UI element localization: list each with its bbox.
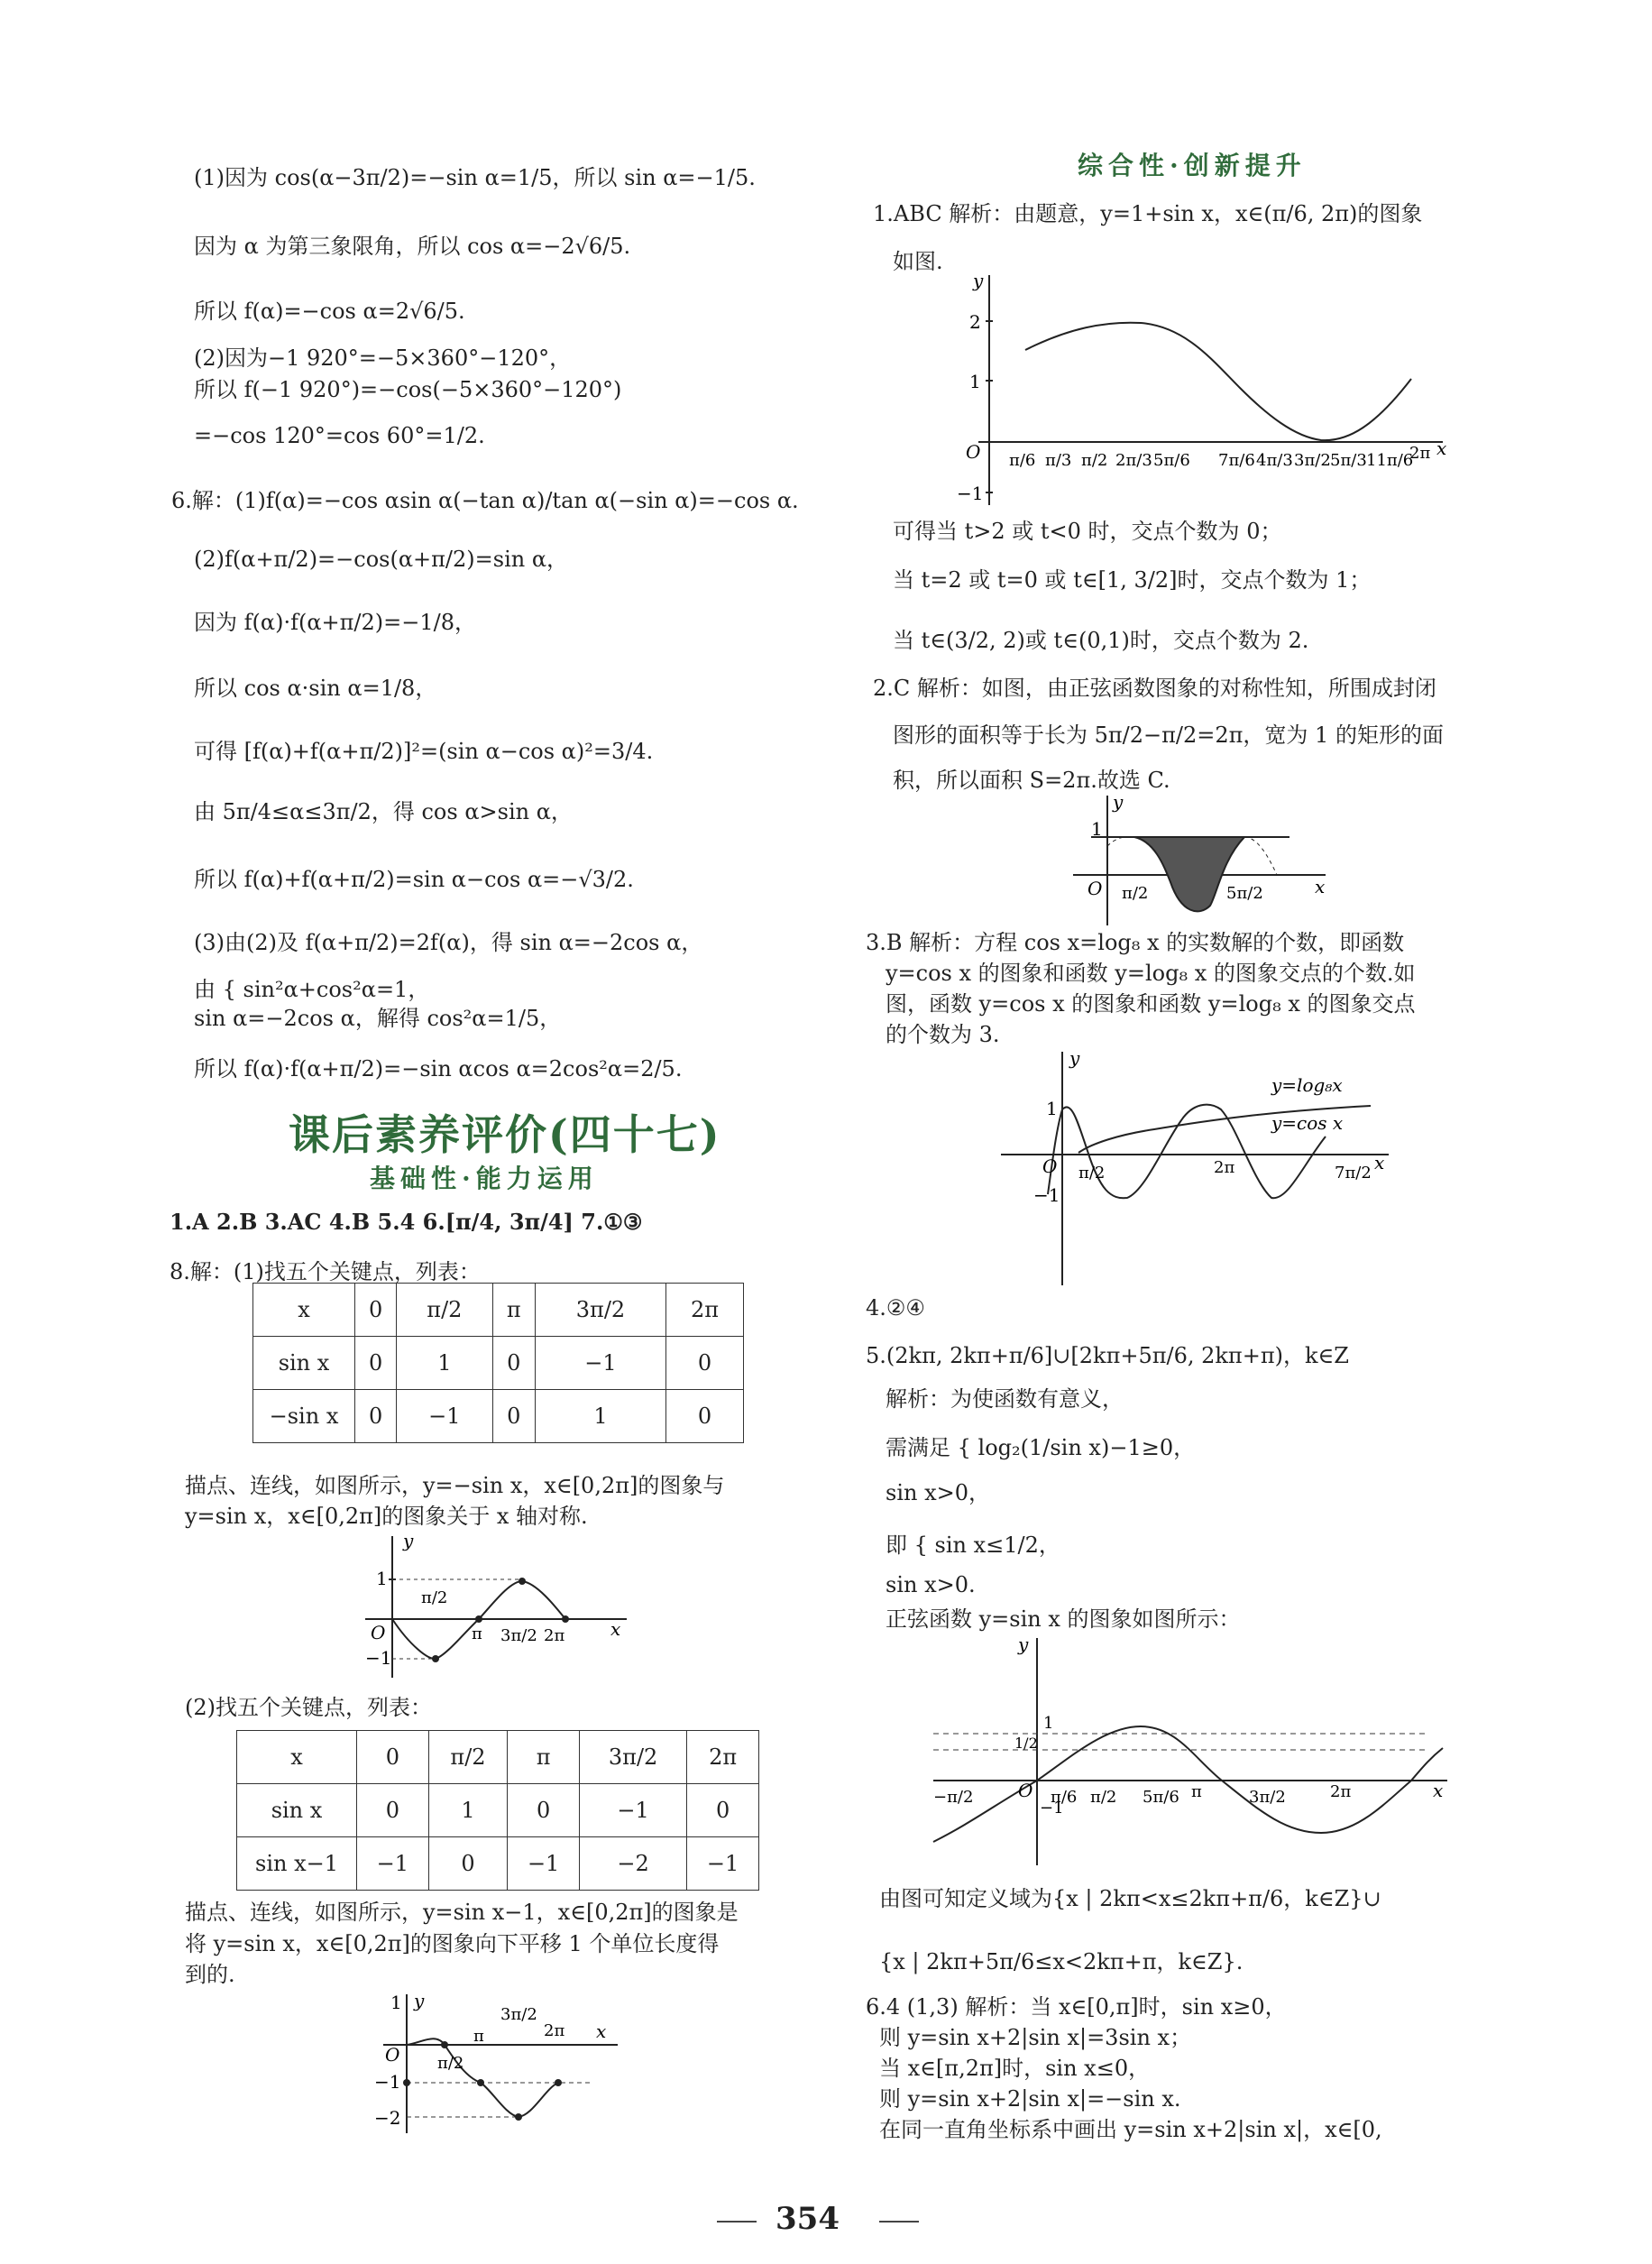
table-cell: π bbox=[492, 1284, 535, 1337]
q8-line: 8.解：(1)找五个关键点，列表： bbox=[170, 1259, 481, 1284]
right-line-10b: 则 y=sin x+2|sin x|=3sin x； bbox=[879, 2025, 1192, 2050]
fig1-x3: π/2 bbox=[1081, 451, 1108, 470]
fig2-O: O bbox=[1088, 878, 1103, 899]
table-row bbox=[237, 1837, 759, 1891]
table-cell: 2π bbox=[687, 1731, 759, 1784]
fig1-x: x bbox=[1436, 437, 1447, 459]
fig6-label-2pi: 2π bbox=[544, 2021, 565, 2040]
table-cell: 0 bbox=[428, 1837, 508, 1891]
right-line-8e: 正弦函数 y=sin x 的图象如图所示： bbox=[886, 1606, 1241, 1632]
fig4-1: 1 bbox=[1043, 1714, 1054, 1733]
figure-sin-domain bbox=[924, 1633, 1456, 1867]
left-line-13: 所以 f(α)+f(α+π/2)=sin α−cos α=−√3/2. bbox=[194, 867, 634, 892]
right-line-10e: 在同一直角坐标系中画出 y=sin x+2|sin x|，x∈[0, bbox=[879, 2117, 1382, 2142]
figure-shaded-area bbox=[1064, 792, 1335, 927]
table-cell: 0 bbox=[687, 1784, 759, 1837]
right-line-10c: 当 x∈[π,2π]时，sin x≤0， bbox=[879, 2056, 1151, 2081]
table-cell: sin x bbox=[253, 1337, 355, 1390]
fig5-label-pi2: π/2 bbox=[421, 1588, 448, 1607]
table-cell: −sin x bbox=[253, 1390, 355, 1443]
fig5-label-3pi2: 3π/2 bbox=[500, 1626, 537, 1645]
fig4-2pi: 2π bbox=[1330, 1782, 1352, 1801]
table-cell: π/2 bbox=[428, 1731, 508, 1784]
right-line-6d: 的个数为 3. bbox=[886, 1022, 1000, 1047]
table-cell: 1 bbox=[428, 1784, 508, 1837]
fig4-pi: π bbox=[1191, 1782, 1202, 1801]
q8b-line: (2)找五个关键点，列表： bbox=[185, 1695, 432, 1720]
fig1-x10: 11π/6 bbox=[1366, 451, 1414, 470]
figure-cos-log bbox=[1001, 1046, 1398, 1290]
page-number: 354 bbox=[776, 2201, 840, 2237]
left-line-10: 所以 cos α·sin α=1/8， bbox=[194, 676, 437, 701]
left-line-12: 由 5π/4≤α≤3π/2，得 cos α>sin α， bbox=[194, 799, 573, 824]
left-line-11: 可得 [f(α)+f(α+π/2)]²=(sin α−cos α)²=3/4. bbox=[194, 739, 654, 764]
right-line-6b: y=cos x 的图象和函数 y=log₈ x 的图象交点的个数.如 bbox=[886, 961, 1416, 986]
fig4-3pi2: 3π/2 bbox=[1249, 1788, 1286, 1807]
left-line-16: 所以 f(α)·f(α+π/2)=−sin αcos α=2cos²α=2/5. bbox=[194, 1056, 683, 1081]
right-line-10: 6.4 (1,3) 解析：当 x∈[0,π]时，sin x≥0， bbox=[866, 1994, 1287, 2020]
table-cell: −1 bbox=[357, 1837, 429, 1891]
left-line-6: =−cos 120°=cos 60°=1/2. bbox=[194, 423, 485, 448]
right-line-9b: {x | 2kπ+5π/6≤x<2kπ+π，k∈Z}. bbox=[879, 1949, 1244, 1974]
fig5-label-neg1: −1 bbox=[365, 1647, 392, 1669]
table-cell: 0 bbox=[492, 1337, 535, 1390]
fig4-half: 1/2 bbox=[1014, 1735, 1038, 1752]
left-line-7: 6.解：(1)f(α)=−cos αsin α(−tan α)/tan α(−sin α)=−cos α. bbox=[171, 488, 799, 513]
table-cell: −1 bbox=[508, 1837, 580, 1891]
fig5-label-pi: π bbox=[472, 1624, 482, 1643]
fig5-label-y: y bbox=[403, 1530, 414, 1551]
fig2-y: y bbox=[1113, 792, 1124, 813]
t2-line-b: 将 y=sin x，x∈[0,2π]的图象向下平移 1 个单位长度得 bbox=[185, 1931, 720, 1956]
t2-line-a: 描点、连线，如图所示，y=sin x−1，x∈[0,2π]的图象是 bbox=[185, 1900, 739, 1925]
fig1-x2: π/3 bbox=[1045, 451, 1072, 470]
table-cell: x bbox=[237, 1731, 357, 1784]
fig1-x8: 3π/2 bbox=[1294, 451, 1331, 470]
fig4-y: y bbox=[1018, 1634, 1029, 1655]
fig4-O: O bbox=[1018, 1780, 1033, 1801]
fig1-x4: 2π/3 bbox=[1115, 451, 1152, 470]
fig6-label-neg2: −2 bbox=[374, 2107, 401, 2129]
fig4-neg1: −1 bbox=[1040, 1799, 1064, 1818]
right-line-7: 4.②④ bbox=[866, 1295, 925, 1321]
fig5-label-1: 1 bbox=[376, 1568, 388, 1589]
table-cell: 0 bbox=[355, 1284, 397, 1337]
fig3-7pi2: 7π/2 bbox=[1335, 1164, 1372, 1183]
section-title: 课后素养评价(四十七) bbox=[289, 1110, 721, 1159]
fig3-x: x bbox=[1374, 1152, 1385, 1173]
table-cell: −1 bbox=[536, 1337, 666, 1390]
fig6-label-pi2: π/2 bbox=[437, 2054, 464, 2073]
fig3-2pi: 2π bbox=[1214, 1158, 1235, 1177]
right-line-9: 由图可知定义域为{x | 2kπ<x≤2kπ+π/6，k∈Z}∪ bbox=[879, 1886, 1381, 1911]
left-line-5: 所以 f(−1 920°)=−cos(−5×360°−120°) bbox=[194, 377, 622, 402]
fig6-label-y: y bbox=[414, 1990, 425, 2011]
t1-line-b: y=sin x，x∈[0,2π]的图象关于 x 轴对称. bbox=[185, 1504, 588, 1529]
table-cell: 0 bbox=[665, 1337, 743, 1390]
section-subtitle: 基础性·能力运用 bbox=[370, 1164, 599, 1193]
fig2-5pi2: 5π/2 bbox=[1226, 884, 1263, 903]
table-cell: π/2 bbox=[397, 1284, 492, 1337]
page-dash-left bbox=[717, 2221, 757, 2223]
right-line-10d: 则 y=sin x+2|sin x|=−sin x. bbox=[879, 2086, 1181, 2112]
fig3-1: 1 bbox=[1046, 1098, 1058, 1119]
fig3-y: y bbox=[1069, 1047, 1080, 1069]
fig2-x: x bbox=[1315, 876, 1326, 897]
fig1-x11: 2π bbox=[1409, 444, 1431, 463]
table-row bbox=[253, 1390, 744, 1443]
table-cell: 2π bbox=[665, 1284, 743, 1337]
right-line-4: 当 t∈(3/2, 2)或 t∈(0,1)时，交点个数为 2. bbox=[893, 628, 1309, 653]
fig5-label-2pi: 2π bbox=[544, 1626, 565, 1645]
fig5-label-x: x bbox=[610, 1618, 621, 1640]
table-cell: −2 bbox=[580, 1837, 687, 1891]
fig4-pi2: π/2 bbox=[1090, 1788, 1117, 1807]
fig3-neg1: −1 bbox=[1033, 1184, 1060, 1206]
right-line-8b: 解析：为使函数有意义， bbox=[886, 1386, 1124, 1412]
right-line-5: 2.C 解析：如图，由正弦函数图象的对称性知，所围成封闭 bbox=[873, 676, 1436, 701]
table-cell: 3π/2 bbox=[580, 1731, 687, 1784]
left-line-1: (1)因为 cos(α−3π/2)=−sin α=1/5，所以 sin α=−1/5. bbox=[194, 165, 756, 190]
t2-line-c: 到的. bbox=[185, 1962, 235, 1987]
fig3-cos: y=cos x bbox=[1271, 1112, 1344, 1134]
fig1-x5: 5π/6 bbox=[1153, 451, 1190, 470]
right-line-8c2: sin x>0， bbox=[886, 1480, 990, 1505]
table-cell: 0 bbox=[355, 1337, 397, 1390]
table-row bbox=[253, 1284, 744, 1337]
t1-line-a: 描点、连线，如图所示，y=−sin x，x∈[0,2π]的图象与 bbox=[185, 1473, 725, 1498]
fig4-negpi2: −π/2 bbox=[933, 1788, 974, 1807]
right-line-2: 可得当 t>2 或 t<0 时，交点个数为 0； bbox=[893, 519, 1282, 544]
fig2-pi2: π/2 bbox=[1122, 884, 1149, 903]
fig6-label-neg1: −1 bbox=[374, 2071, 401, 2093]
fig6-label-1: 1 bbox=[390, 1992, 402, 2013]
right-line-6: 3.B 解析：方程 cos x=log₈ x 的实数解的个数，即函数 bbox=[866, 930, 1405, 955]
left-line-4: (2)因为−1 920°=−5×360°−120°， bbox=[194, 345, 572, 371]
table-cell: 1 bbox=[397, 1337, 492, 1390]
table-cell: 0 bbox=[355, 1390, 397, 1443]
table-cell: 0 bbox=[508, 1784, 580, 1837]
fig1-x7: 4π/3 bbox=[1256, 451, 1293, 470]
right-line-8: 5.(2kπ, 2kπ+π/6]∪[2kπ+5π/6, 2kπ+π)，k∈Z bbox=[866, 1343, 1349, 1368]
fig1-neg1: −1 bbox=[957, 483, 984, 504]
fig3-log: y=log₈x bbox=[1271, 1074, 1343, 1096]
table-cell: π bbox=[508, 1731, 580, 1784]
fig1-O: O bbox=[966, 441, 981, 463]
table-cell: −1 bbox=[580, 1784, 687, 1837]
fig2-1: 1 bbox=[1091, 818, 1103, 840]
table-1 bbox=[252, 1283, 744, 1443]
figure-sin-minus-1 bbox=[365, 1989, 627, 2138]
fig1-1: 1 bbox=[969, 371, 981, 392]
table-row bbox=[253, 1337, 744, 1390]
table-row bbox=[237, 1784, 759, 1837]
table-cell: 0 bbox=[357, 1784, 429, 1837]
right-line-1: 1.ABC 解析：由题意，y=1+sin x，x∈(π/6, 2π)的图象 bbox=[873, 201, 1423, 226]
fig1-x9: 5π/3 bbox=[1330, 451, 1367, 470]
figure-neg-sin bbox=[356, 1529, 636, 1682]
table-row bbox=[237, 1731, 759, 1784]
table-cell: 0 bbox=[492, 1390, 535, 1443]
fig6-label-3pi2: 3π/2 bbox=[500, 2005, 537, 2024]
answers-line: 1.A 2.B 3.AC 4.B 5.4 6.[π/4, 3π/4] 7.①③ bbox=[170, 1209, 643, 1235]
fig1-2: 2 bbox=[969, 311, 981, 333]
fig4-pi6: π/6 bbox=[1051, 1788, 1078, 1807]
table-cell: 0 bbox=[357, 1731, 429, 1784]
fig1-x1: π/6 bbox=[1009, 451, 1036, 470]
table-2 bbox=[236, 1730, 759, 1891]
table-cell: x bbox=[253, 1284, 355, 1337]
right-line-5b: 图形的面积等于长为 5π/2−π/2=2π，宽为 1 的矩形的面 bbox=[893, 722, 1444, 748]
right-line-8d1: 即 { sin x≤1/2， bbox=[886, 1532, 1060, 1558]
left-line-3: 所以 f(α)=−cos α=2√6/5. bbox=[194, 299, 465, 324]
figure-1-plus-sin bbox=[951, 271, 1456, 514]
left-line-15a: 由 { sin²α+cos²α=1， bbox=[194, 977, 430, 1002]
left-line-9: 因为 f(α)·f(α+π/2)=−1/8， bbox=[194, 610, 476, 635]
fig6-label-x: x bbox=[596, 2020, 607, 2042]
fig6-label-O: O bbox=[385, 2044, 400, 2066]
left-line-14: (3)由(2)及 f(α+π/2)=2f(α)，得 sin α=−2cos α， bbox=[194, 930, 703, 955]
right-line-5c: 积，所以面积 S=2π.故选 C. bbox=[893, 768, 1170, 793]
fig6-label-pi: π bbox=[473, 2027, 484, 2046]
table-cell: −1 bbox=[687, 1837, 759, 1891]
fig3-O: O bbox=[1042, 1155, 1058, 1177]
right-line-8d2: sin x>0. bbox=[886, 1572, 976, 1597]
table-cell: 3π/2 bbox=[536, 1284, 666, 1337]
table-cell: 1 bbox=[536, 1390, 666, 1443]
fig4-x: x bbox=[1433, 1780, 1444, 1801]
page-dash-right bbox=[879, 2221, 919, 2223]
left-line-8: (2)f(α+π/2)=−cos(α+π/2)=sin α， bbox=[194, 547, 569, 572]
table-cell: −1 bbox=[397, 1390, 492, 1443]
fig1-x6: 7π/6 bbox=[1218, 451, 1255, 470]
table-cell: 0 bbox=[665, 1390, 743, 1443]
table-cell: sin x bbox=[237, 1784, 357, 1837]
left-line-2: 因为 α 为第三象限角，所以 cos α=−2√6/5. bbox=[194, 234, 631, 259]
right-line-8c1: 需满足 { log₂(1/sin x)−1≥0， bbox=[886, 1435, 1196, 1460]
table-cell: sin x−1 bbox=[237, 1837, 357, 1891]
fig3-pi2: π/2 bbox=[1078, 1164, 1106, 1183]
right-line-6c: 图，函数 y=cos x 的图象和函数 y=log₈ x 的图象交点 bbox=[886, 991, 1416, 1017]
fig1-y: y bbox=[973, 271, 984, 291]
fig5-label-O: O bbox=[371, 1622, 386, 1643]
right-header: 综合性·创新提升 bbox=[1078, 151, 1307, 180]
left-line-15b: sin α=−2cos α，解得 cos²α=1/5， bbox=[194, 1006, 562, 1031]
right-line-3: 当 t=2 或 t=0 或 t∈[1, 3/2]时，交点个数为 1； bbox=[893, 567, 1372, 593]
fig4-5pi6: 5π/6 bbox=[1143, 1788, 1179, 1807]
right-line-1b: 如图. bbox=[893, 249, 943, 274]
